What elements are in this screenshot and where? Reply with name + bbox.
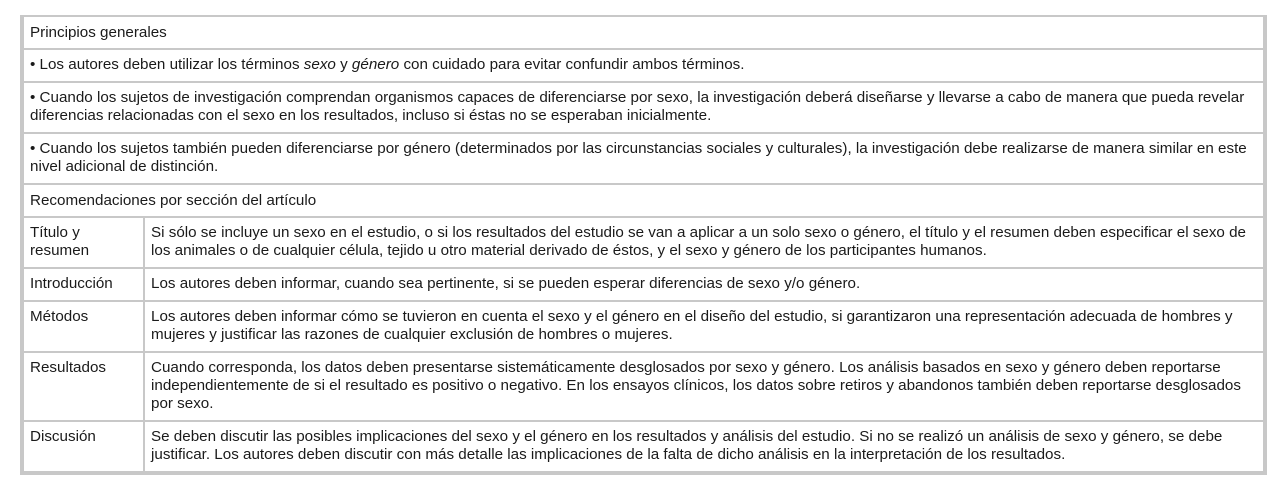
section-label-discusion: Discusión: [23, 421, 144, 472]
guidelines-table-container: [20, 15, 1267, 475]
section-label-titulo: Título y resumen: [23, 217, 144, 268]
section-text-discusion: Se deben discutir las posibles implicaciones del sexo y el género en los resultados y análisis del estudio. Si no se realizó un análisis de sexo y género, se debe justificar. Los autores deben discutir con más detalle las implicaciones de la falta de dicho análisis en la interpretación de los resultados.: [144, 421, 1264, 472]
general-principles-header-row: [23, 17, 1264, 49]
bullet-1-prefix: • Los autores deben utilizar los términos: [30, 56, 304, 73]
section-row: [23, 217, 1264, 268]
general-bullet-row: [23, 82, 1264, 133]
guidelines-table: [22, 17, 1265, 473]
general-bullet-1: [23, 49, 1264, 82]
section-text-titulo: Si sólo se incluye un sexo en el estudio, o si los resultados del estudio se van a aplicar a un solo sexo o género, el título y el resumen deben especificar el sexo de los animales o de cualquier célula, tejido u otro material derivado de éstos, y el sexo y género de los participantes humanos.: [144, 217, 1264, 268]
section-text-resultados: Cuando corresponda, los datos deben presentarse sistemáticamente desglosados por sexo y género. Los análisis basados en sexo y género deben reportarse independientemente de si el resultado es positivo o negativo. En los ensayos clínicos, los datos sobre retiros y abandonos también deben reportarse desglosados por sexo.: [144, 352, 1264, 421]
general-bullet-row: [23, 133, 1264, 184]
general-bullet-3: • Cuando los sujetos también pueden diferenciarse por género (determinados por las circunstancias sociales y culturales), la investigación debe realizarse de manera similar en este nivel adicional de distinción.: [23, 133, 1264, 184]
section-row: [23, 421, 1264, 472]
section-label-metodos: Métodos: [23, 301, 144, 352]
section-label-introduccion: Introducción: [23, 268, 144, 301]
section-row: [23, 268, 1264, 301]
bullet-1-suffix: con cuidado para evitar confundir ambos términos.: [399, 56, 745, 73]
bullet-1-term-sexo: sexo: [303, 56, 336, 73]
section-row: [23, 301, 1264, 352]
section-text-introduccion: Los autores deben informar, cuando sea pertinente, si se pueden esperar diferencias de sexo y/o género.: [144, 268, 1264, 301]
section-text-metodos: Los autores deben informar cómo se tuvieron en cuenta el sexo y el género en el diseño del estudio, si garantizaron una representación adecuada de hombres y mujeres y justificar las razones de cualquier exclusión de hombres o mujeres.: [144, 301, 1264, 352]
bullet-1-term-genero: género: [351, 56, 400, 73]
general-bullet-2: • Cuando los sujetos de investigación comprendan organismos capaces de diferenciarse por sexo, la investigación deberá diseñarse y llevarse a cabo de manera que pueda revelar diferencias relacionadas con el sexo en los resultados, incluso si éstas no se esperaban inicialmente.: [23, 82, 1264, 133]
section-recommendations-header-row: [23, 184, 1264, 217]
section-recommendations-header: Recomendaciones por sección del artículo: [23, 184, 1264, 217]
section-label-resultados: Resultados: [23, 352, 144, 421]
general-bullet-row: [23, 49, 1264, 82]
bullet-1-mid: y: [335, 56, 352, 73]
section-row: [23, 352, 1264, 421]
general-principles-header: Principios generales: [23, 17, 1264, 49]
